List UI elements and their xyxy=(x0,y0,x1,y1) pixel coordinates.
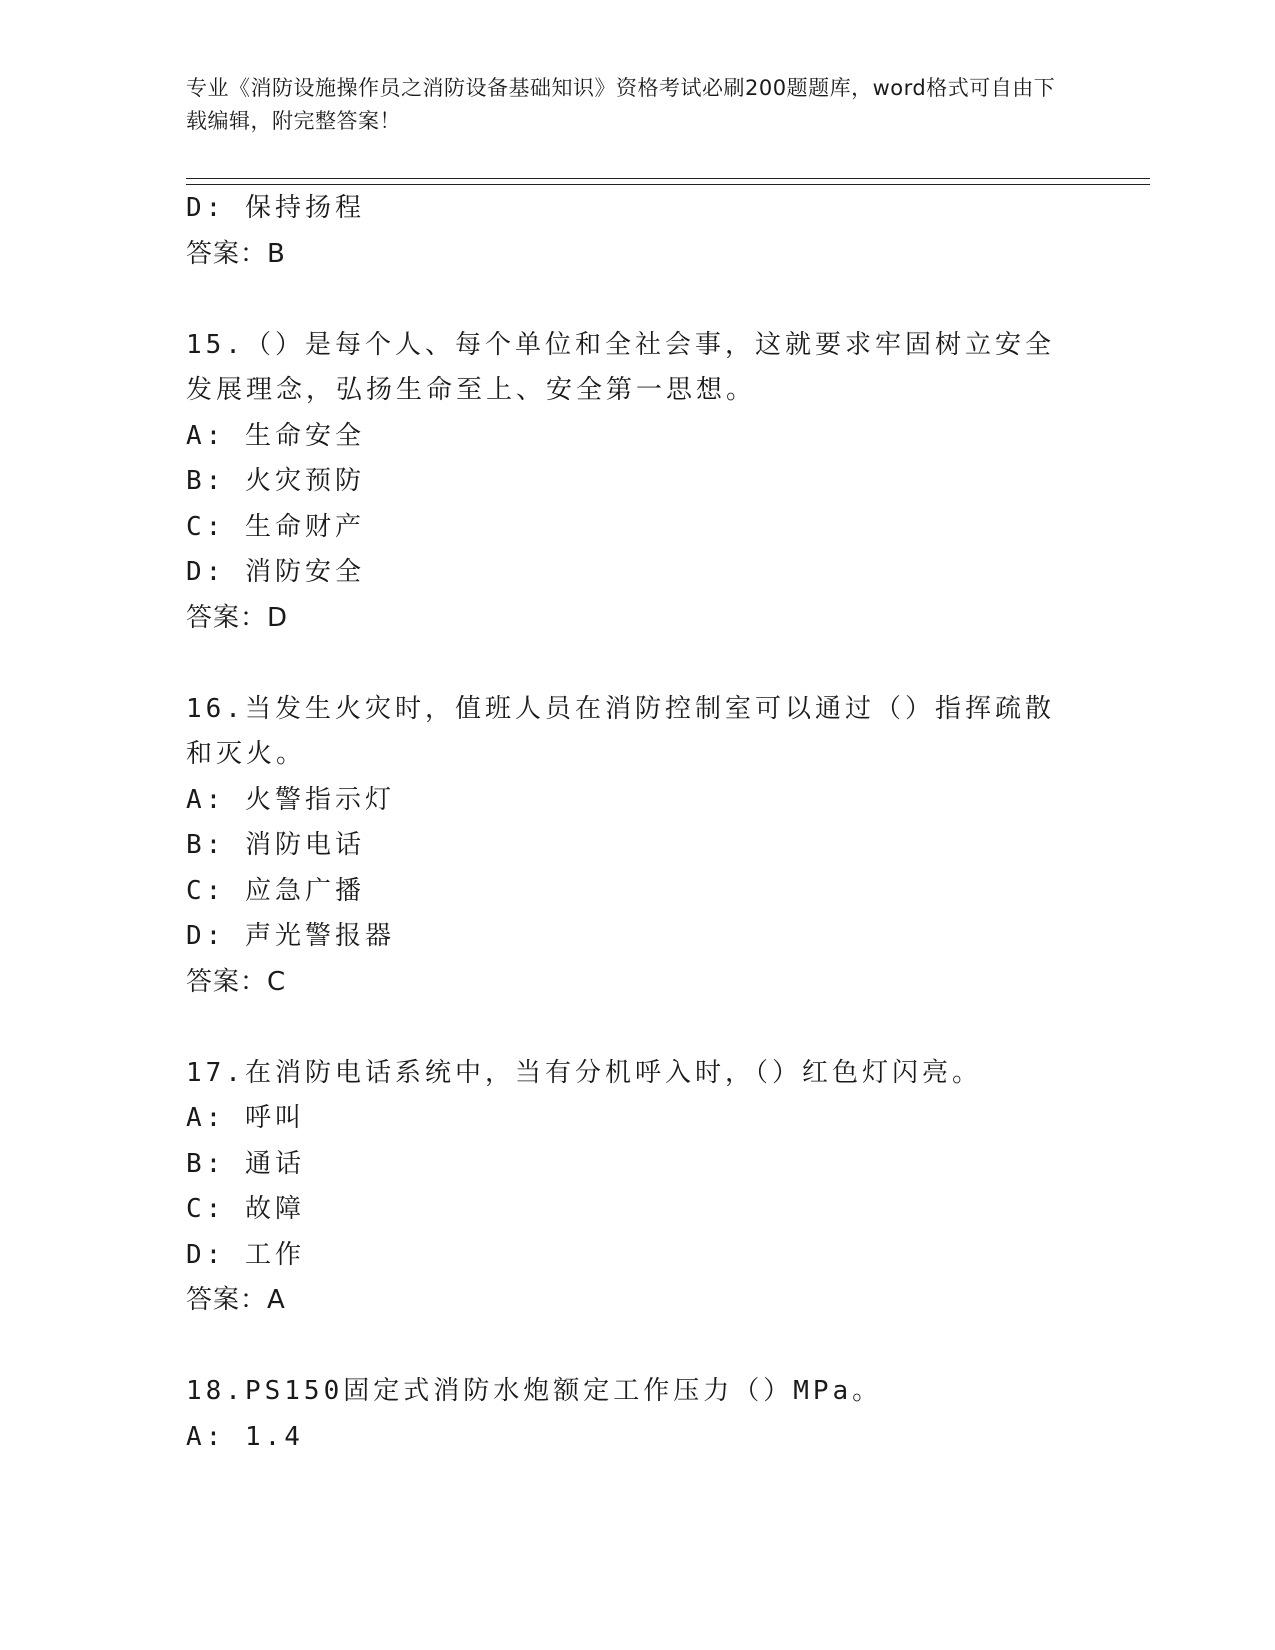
question-stem: 17.在消防电话系统中，当有分机呼入时，（）红色灯闪亮。 xyxy=(186,1057,982,1088)
question-stem: 18.PS150固定式消防水炮额定工作压力（）MPa。 xyxy=(186,1376,883,1406)
option-c: C: 生命财产 xyxy=(186,511,365,542)
question-15 xyxy=(186,323,1086,642)
option-a: A: 呼叫 xyxy=(186,1103,305,1133)
carryover-option-d: D: 保持扬程 xyxy=(186,193,365,223)
question-17 xyxy=(186,1051,1086,1324)
question-stem: 15.（）是每个人、每个单位和全社会事，这就要求牢固树立安全发展理念，弘扬生命至上、安全第一思想。 xyxy=(186,329,1055,405)
option-b: B: 通话 xyxy=(186,1148,305,1179)
option-d: D: 声光警报器 xyxy=(186,921,395,951)
question-list xyxy=(186,186,1086,1460)
question-18 xyxy=(186,1369,1086,1460)
question-16 xyxy=(186,687,1086,1006)
option-d: D: 消防安全 xyxy=(186,557,365,587)
option-b: B: 火灾预防 xyxy=(186,466,365,496)
question-stem: 16.当发生火灾时，值班人员在消防控制室可以通过（）指挥疏散和灭火。 xyxy=(186,693,1055,769)
option-a: A: 生命安全 xyxy=(186,420,365,451)
option-c: C: 故障 xyxy=(186,1194,305,1224)
carryover-answer: 答案：B xyxy=(186,238,286,269)
option-b: B: 消防电话 xyxy=(186,830,365,860)
header-divider xyxy=(186,178,1150,185)
option-c: C: 应急广播 xyxy=(186,875,365,906)
answer: 答案：C xyxy=(186,966,287,997)
answer: 答案：A xyxy=(186,1285,286,1315)
page-header: 专业《消防设施操作员之消防设备基础知识》资格考试必刷200题题库，word格式可自由下载编辑，附完整答案！ xyxy=(186,76,1056,133)
option-a: A: 1.4 xyxy=(186,1421,304,1452)
answer: 答案：D xyxy=(186,602,289,633)
option-d: D: 工作 xyxy=(186,1239,305,1270)
option-a: A: 火警指示灯 xyxy=(186,784,395,815)
